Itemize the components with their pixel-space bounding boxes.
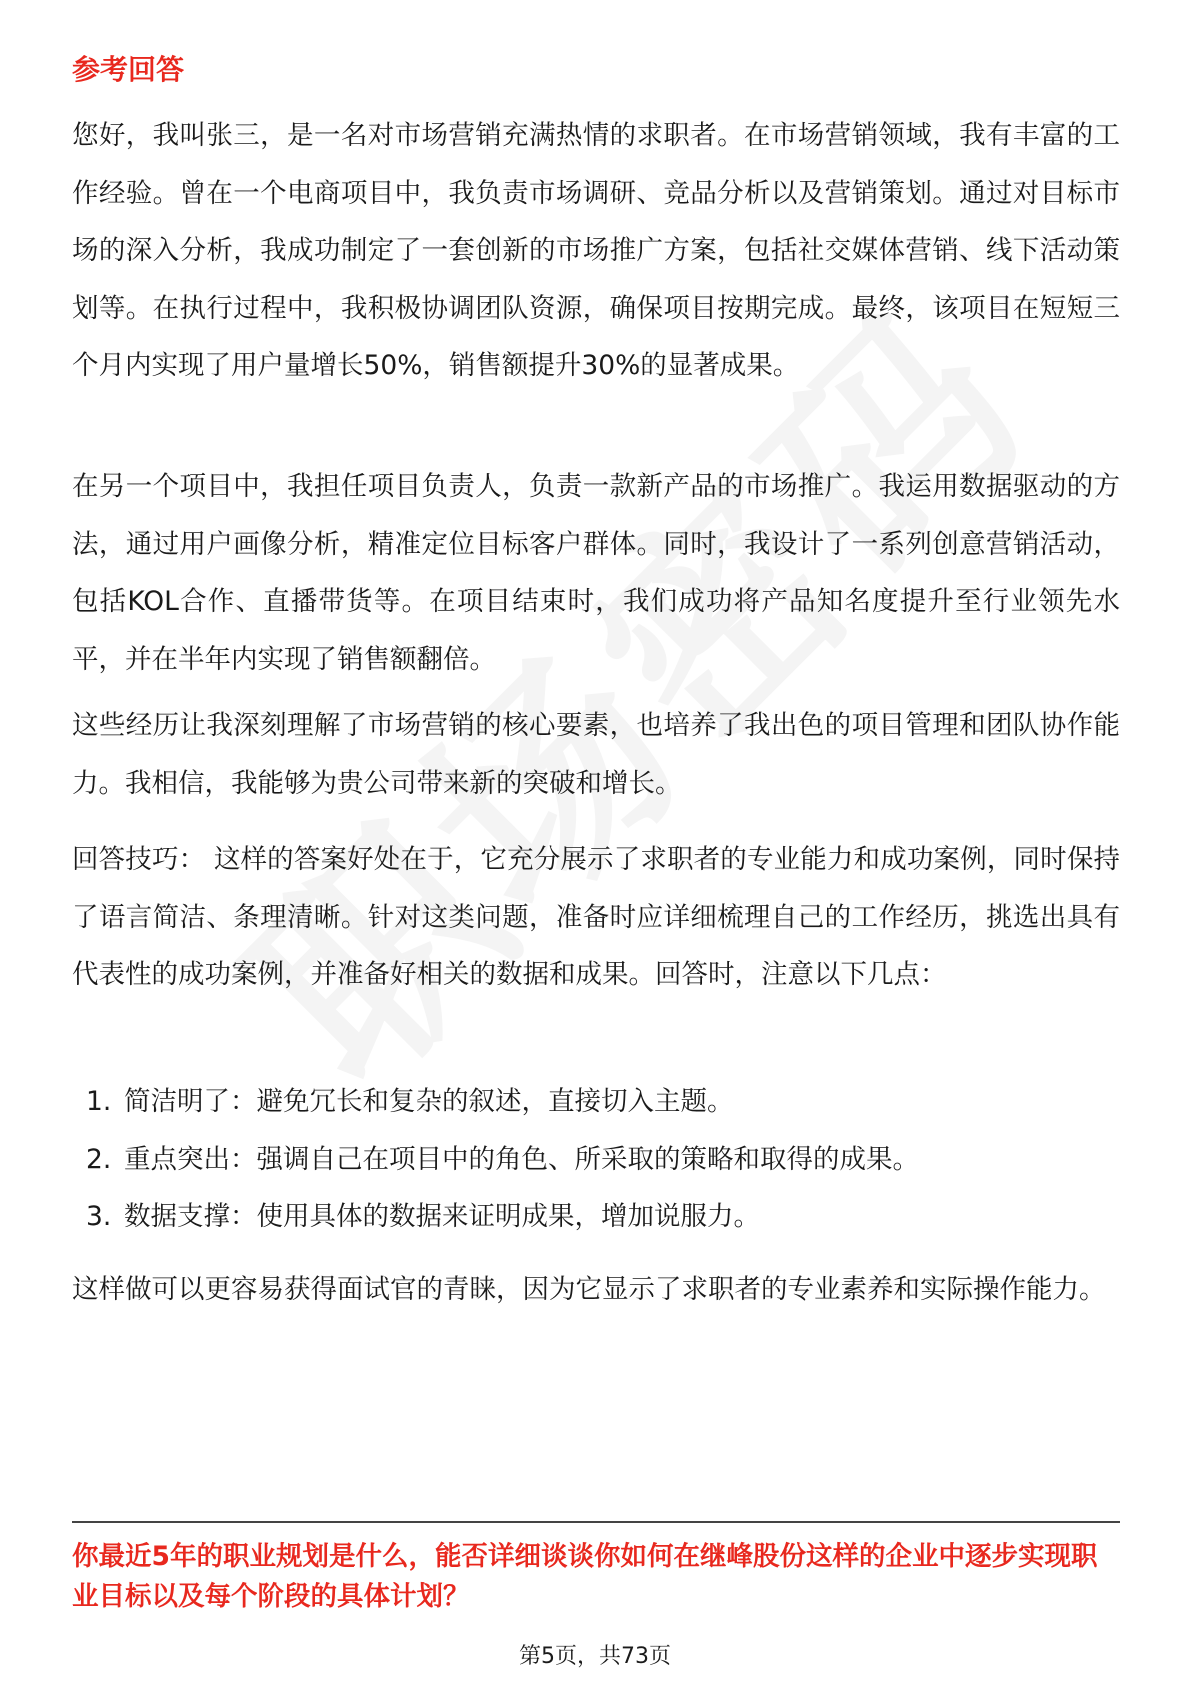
list-text: 简洁明了：避免冗长和复杂的叙述，直接切入主题。 — [124, 1086, 734, 1117]
list-item — [72, 1188, 1120, 1246]
tips-list — [72, 1073, 1120, 1246]
list-item — [72, 1073, 1120, 1131]
list-item — [72, 1131, 1120, 1189]
list-number: 2. — [86, 1143, 112, 1175]
list-text: 重点突出：强调自己在项目中的角色、所采取的策略和取得的成果。 — [124, 1143, 919, 1175]
tips-paragraph: 回答技巧： 这样的答案好处在于，它充分展示了求职者的专业能力和成功案例，同时保持了语言简洁、条理清晰。针对这类问题，准备时应详细梳理自己的工作经历，挑选出具有代表性的成功案例，并准备好相关的数据和成果。回答时，注意以下几点： — [72, 844, 1120, 990]
list-text: 数据支撑：使用具体的数据来证明成果，增加说服力。 — [124, 1201, 760, 1232]
answer-paragraph-1: 您好，我叫张三，是一名对市场营销充满热情的求职者。在市场营销领域，我有丰富的工作经验。曾在一个电商项目中，我负责市场调研、竞品分析以及营销策划。通过对目标市场的深入分析，我成功制定了一套创新的市场推广方案，包括社交媒体营销、线下活动策划等。在执行过程中，我积极协调团队资源，确保项目按期完成。最终，该项目在短短三个月内实现了用户量增长50%，销售额提升30%的显著成果。 — [72, 120, 1120, 381]
next-question-heading: 你最近5年的职业规划是什么，能否详细谈谈你如何在继峰股份这样的企业中逐步实现职业目标以及每个阶段的具体计划？ — [72, 1541, 1098, 1612]
answer-paragraph-2: 在另一个项目中，我担任项目负责人，负责一款新产品的市场推广。我运用数据驱动的方法，通过用户画像分析，精准定位目标客户群体。同时，我设计了一系列创意营销活动，包括KOL合作、直播带货等。在项目结束时，我们成功将产品知名度提升至行业领先水平，并在半年内实现了销售额翻倍。 — [72, 471, 1120, 675]
list-number: 1. — [86, 1086, 112, 1117]
section-title: 参考回答 — [72, 53, 185, 86]
closing-paragraph: 这样做可以更容易获得面试官的青睐，因为它显示了求职者的专业素养和实际操作能力。 — [72, 1274, 1106, 1305]
answer-paragraph-3: 这些经历让我深刻理解了市场营销的核心要素，也培养了我出色的项目管理和团队协作能力。我相信，我能够为贵公司带来新的突破和增长。 — [72, 710, 1120, 799]
divider — [72, 1521, 1120, 1523]
page-number: 第5页，共73页 — [519, 1644, 671, 1669]
list-number: 3. — [86, 1201, 112, 1232]
